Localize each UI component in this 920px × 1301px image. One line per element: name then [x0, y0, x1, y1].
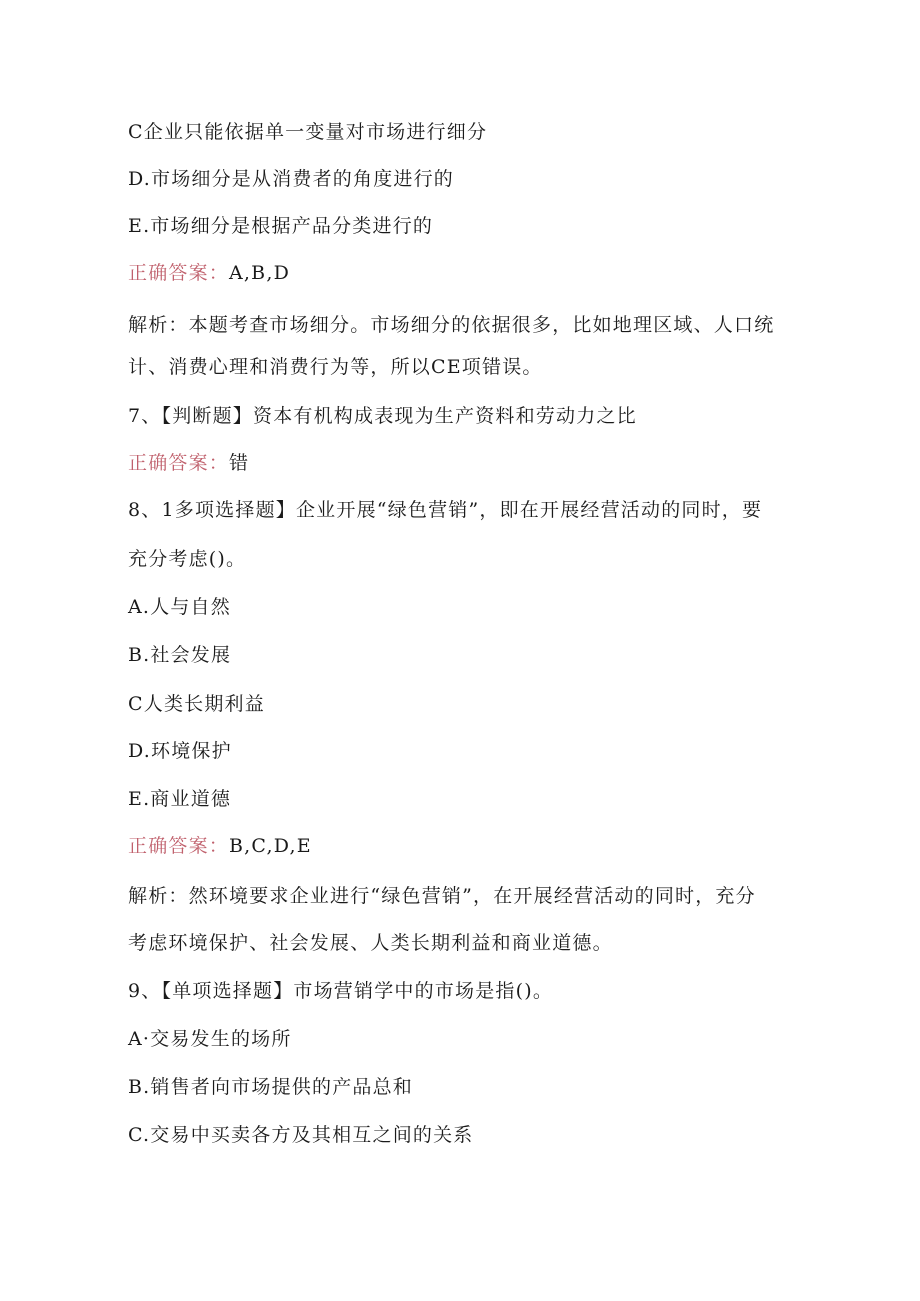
q8-option-b: B.社会发展: [128, 644, 232, 666]
q8-option-c: C人类长期利益: [128, 693, 265, 715]
q8-option-a: A.人与自然: [128, 596, 231, 618]
q8-answer: [128, 834, 312, 858]
answer-value: B,C,D,E: [229, 835, 312, 857]
answer-label: 正确答案：: [128, 452, 230, 474]
q8-question-line-1: 8、1多项选择题】企业开展“绿色营销”，即在开展经营活动的同时，要: [128, 499, 763, 521]
q7-answer: [128, 451, 249, 475]
answer-value: A,B,D: [229, 262, 291, 284]
answer-label: 正确答案：: [128, 262, 230, 284]
q8-option-e: E.商业道德: [128, 788, 232, 810]
q6-explanation-line-2: 计、消费心理和消费行为等，所以CE项错误。: [128, 356, 543, 378]
answer-label: 正确答案：: [128, 835, 230, 857]
q6-answer: [128, 261, 290, 285]
q6-option-e: E.市场细分是根据产品分类进行的: [128, 215, 434, 237]
q8-explanation-line-2: 考虑环境保护、社会发展、人类长期利益和商业道德。: [128, 932, 613, 954]
q8-question-line-2: 充分考虑()。: [128, 548, 247, 570]
q9-option-b: B.销售者向市场提供的产品总和: [128, 1076, 414, 1098]
q6-explanation-line-1: 解析：本题考查市场细分。市场细分的依据很多，比如地理区域、人口统: [128, 314, 775, 336]
q9-option-a: A·交易发生的场所: [128, 1028, 292, 1050]
q6-option-d: D.市场细分是从消费者的角度进行的: [128, 168, 454, 190]
q9-question: 9、【单项选择题】市场营销学中的市场是指()。: [128, 980, 554, 1002]
q8-option-d: D.环境保护: [128, 740, 232, 762]
q6-option-c: C企业只能依据单一变量对市场进行细分: [128, 121, 488, 143]
answer-value: 错: [229, 452, 250, 474]
q7-question: 7、【判断题】资本有机构成表现为生产资料和劳动力之比: [128, 405, 637, 427]
q8-explanation-line-1: 解析：然环境要求企业进行“绿色营销”，在开展经营活动的同时，充分: [128, 885, 756, 907]
q9-option-c: C.交易中买卖各方及其相互之间的关系: [128, 1124, 474, 1146]
